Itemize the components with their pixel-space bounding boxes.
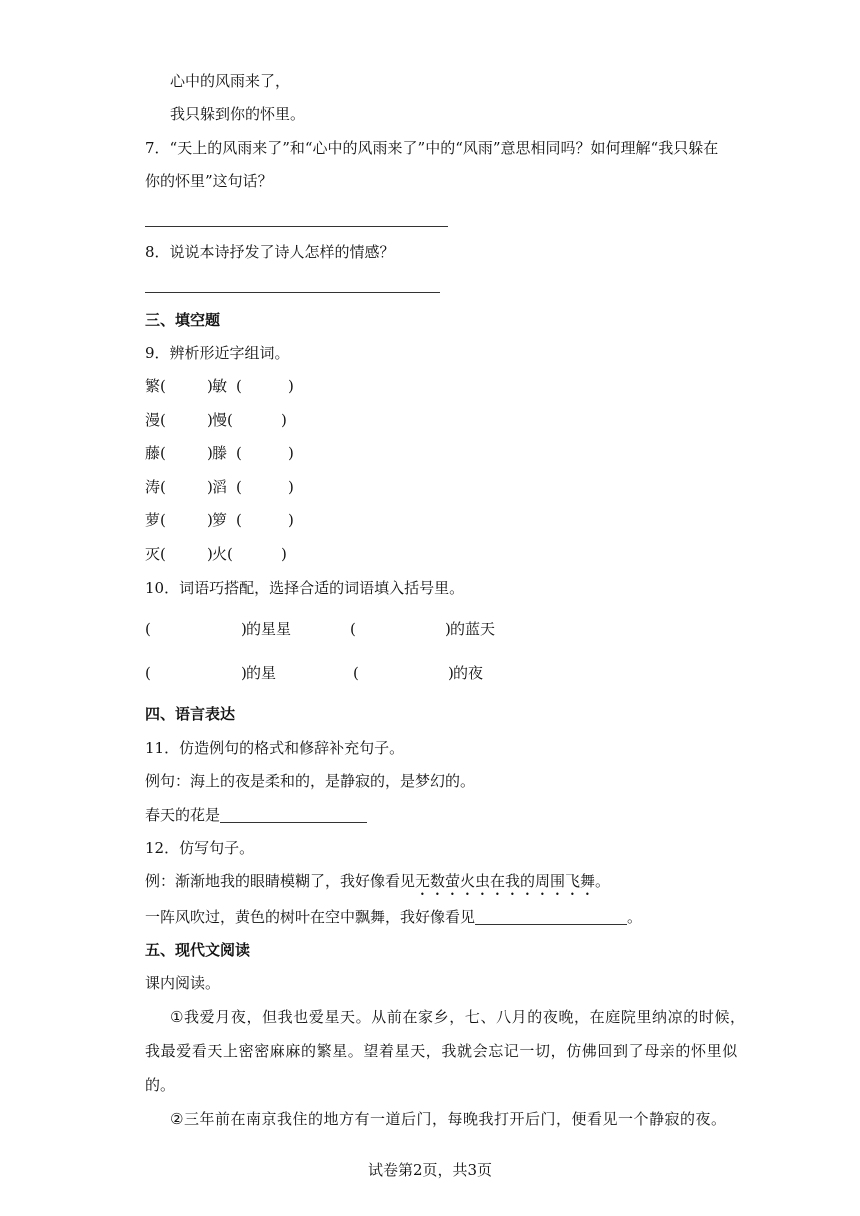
q10-row-2 xyxy=(145,663,545,683)
question-7-line-2: 你的怀里”这句话？ xyxy=(145,172,273,190)
q9-open-paren: ( xyxy=(227,411,233,429)
reading-p1-line-1: ①我爱月夜，但我也爱星天。从前在家乡，七、八月的夜晚，在庭院里纳凉的时候， xyxy=(170,1008,746,1026)
q10-close-paren: ) xyxy=(445,620,451,638)
q9-close-paren: ) xyxy=(288,511,294,529)
q10-close-paren: ) xyxy=(241,620,247,638)
q9-open-paren: ( xyxy=(236,478,242,496)
q9-char-b: 火 xyxy=(212,545,228,563)
answer-line-q8[interactable] xyxy=(145,292,440,293)
q9-close-paren: ) xyxy=(281,411,287,429)
section-4-title: 四、语言表达 xyxy=(145,705,236,723)
q10-open-paren: ( xyxy=(145,620,151,638)
q9-close-paren: ) xyxy=(288,444,294,462)
q10-item-1: 的星星 xyxy=(246,620,292,638)
question-11-example: 例句：海上的夜是柔和的，是静寂的，是梦幻的。 xyxy=(145,772,476,790)
question-12-example xyxy=(145,871,610,899)
question-9: 9．辨析形近字组词。 xyxy=(145,344,290,362)
q9-close-paren: ) xyxy=(207,444,213,462)
reading-intro: 课内阅读。 xyxy=(145,974,221,992)
answer-line-q12[interactable] xyxy=(475,908,627,925)
question-8: 8．说说本诗抒发了诗人怎样的情感？ xyxy=(145,243,395,261)
section-5-title: 五、现代文阅读 xyxy=(145,941,251,959)
q12-example-prefix: 例：渐渐地我的眼睛模糊了，我好像看见 xyxy=(145,872,416,890)
page-footer: 试卷第2页，共3页 xyxy=(367,1161,493,1179)
q10-close-paren: ) xyxy=(241,664,247,682)
q9-close-paren: ) xyxy=(207,511,213,529)
q9-char-a: 涛 xyxy=(145,478,161,496)
q9-row-1 xyxy=(145,376,345,396)
reading-p2-line-1: ②三年前在南京我住的地方有一道后门，每晚我打开后门，便看见一个静寂的夜。 xyxy=(170,1110,727,1128)
q9-row-6 xyxy=(145,544,345,564)
q9-open-paren: ( xyxy=(236,511,242,529)
q9-close-paren: ) xyxy=(288,478,294,496)
q10-open-paren: ( xyxy=(353,664,359,682)
q9-char-b: 慢 xyxy=(212,411,228,429)
q10-row-1 xyxy=(145,619,545,639)
q9-open-paren: ( xyxy=(227,545,233,563)
q9-close-paren: ) xyxy=(281,545,287,563)
q12-example-suffix: 。 xyxy=(595,872,611,890)
q9-open-paren: ( xyxy=(236,377,242,395)
q9-open-paren: ( xyxy=(160,545,166,563)
q9-char-a: 萝 xyxy=(145,511,161,529)
q9-close-paren: ) xyxy=(207,478,213,496)
q10-item-4: 的夜 xyxy=(453,664,484,682)
answer-line-q11[interactable] xyxy=(220,806,367,823)
q9-char-b: 箩 xyxy=(212,511,228,529)
q10-open-paren: ( xyxy=(145,664,151,682)
q9-open-paren: ( xyxy=(160,377,166,395)
q9-char-a: 漫 xyxy=(145,411,161,429)
q12-prompt-end: 。 xyxy=(627,908,643,926)
q10-close-paren: ) xyxy=(448,664,454,682)
q9-row-2 xyxy=(145,410,345,430)
answer-line-q7[interactable] xyxy=(145,226,448,227)
poem-line-1: 心中的风雨来了， xyxy=(170,72,291,90)
question-12: 12．仿写句子。 xyxy=(145,839,255,857)
question-11: 11．仿造例句的格式和修辞补充句子。 xyxy=(145,739,405,757)
reading-p1-line-2: 我最爱看天上密密麻麻的繁星。望着星天，我就会忘记一切，仿佛回到了母亲的怀里似 xyxy=(145,1042,738,1060)
q10-item-3: 的星 xyxy=(246,664,277,682)
section-3-title: 三、填空题 xyxy=(145,311,221,329)
q9-close-paren: ) xyxy=(207,377,213,395)
q9-open-paren: ( xyxy=(160,411,166,429)
q9-row-3 xyxy=(145,443,345,463)
q9-open-paren: ( xyxy=(160,511,166,529)
reading-p1-line-3: 的。 xyxy=(145,1076,176,1094)
q10-open-paren: ( xyxy=(350,620,356,638)
question-7-line-1: 7．“天上的风雨来了”和“心中的风雨来了”中的“风雨”意思相同吗？如何理解“我只躲在 xyxy=(145,139,719,157)
q10-item-2: 的蓝天 xyxy=(450,620,496,638)
q9-close-paren: ) xyxy=(207,411,213,429)
q9-open-paren: ( xyxy=(160,478,166,496)
q11-prompt-text: 春天的花是 xyxy=(145,806,221,824)
q9-open-paren: ( xyxy=(236,444,242,462)
q9-char-a: 藤 xyxy=(145,444,161,462)
question-10: 10．词语巧搭配，选择合适的词语填入括号里。 xyxy=(145,579,465,597)
q9-close-paren: ) xyxy=(207,545,213,563)
q12-prompt-text: 一阵风吹过，黄色的树叶在空中飘舞，我好像看见 xyxy=(145,908,476,926)
q9-char-b: 敏 xyxy=(212,377,228,395)
poem-line-2: 我只躲到你的怀里。 xyxy=(170,105,306,123)
question-11-prompt xyxy=(145,805,367,825)
question-12-prompt xyxy=(145,907,642,927)
q9-row-4 xyxy=(145,477,345,497)
q12-example-dotted: 无数萤火虫在我的周围飞舞 xyxy=(415,872,596,890)
q9-char-a: 灭 xyxy=(145,545,161,563)
q9-char-a: 繁 xyxy=(145,377,161,395)
q9-char-b: 滔 xyxy=(212,478,228,496)
q9-open-paren: ( xyxy=(160,444,166,462)
q9-char-b: 滕 xyxy=(212,444,228,462)
q9-row-5 xyxy=(145,510,345,530)
q9-close-paren: ) xyxy=(288,377,294,395)
